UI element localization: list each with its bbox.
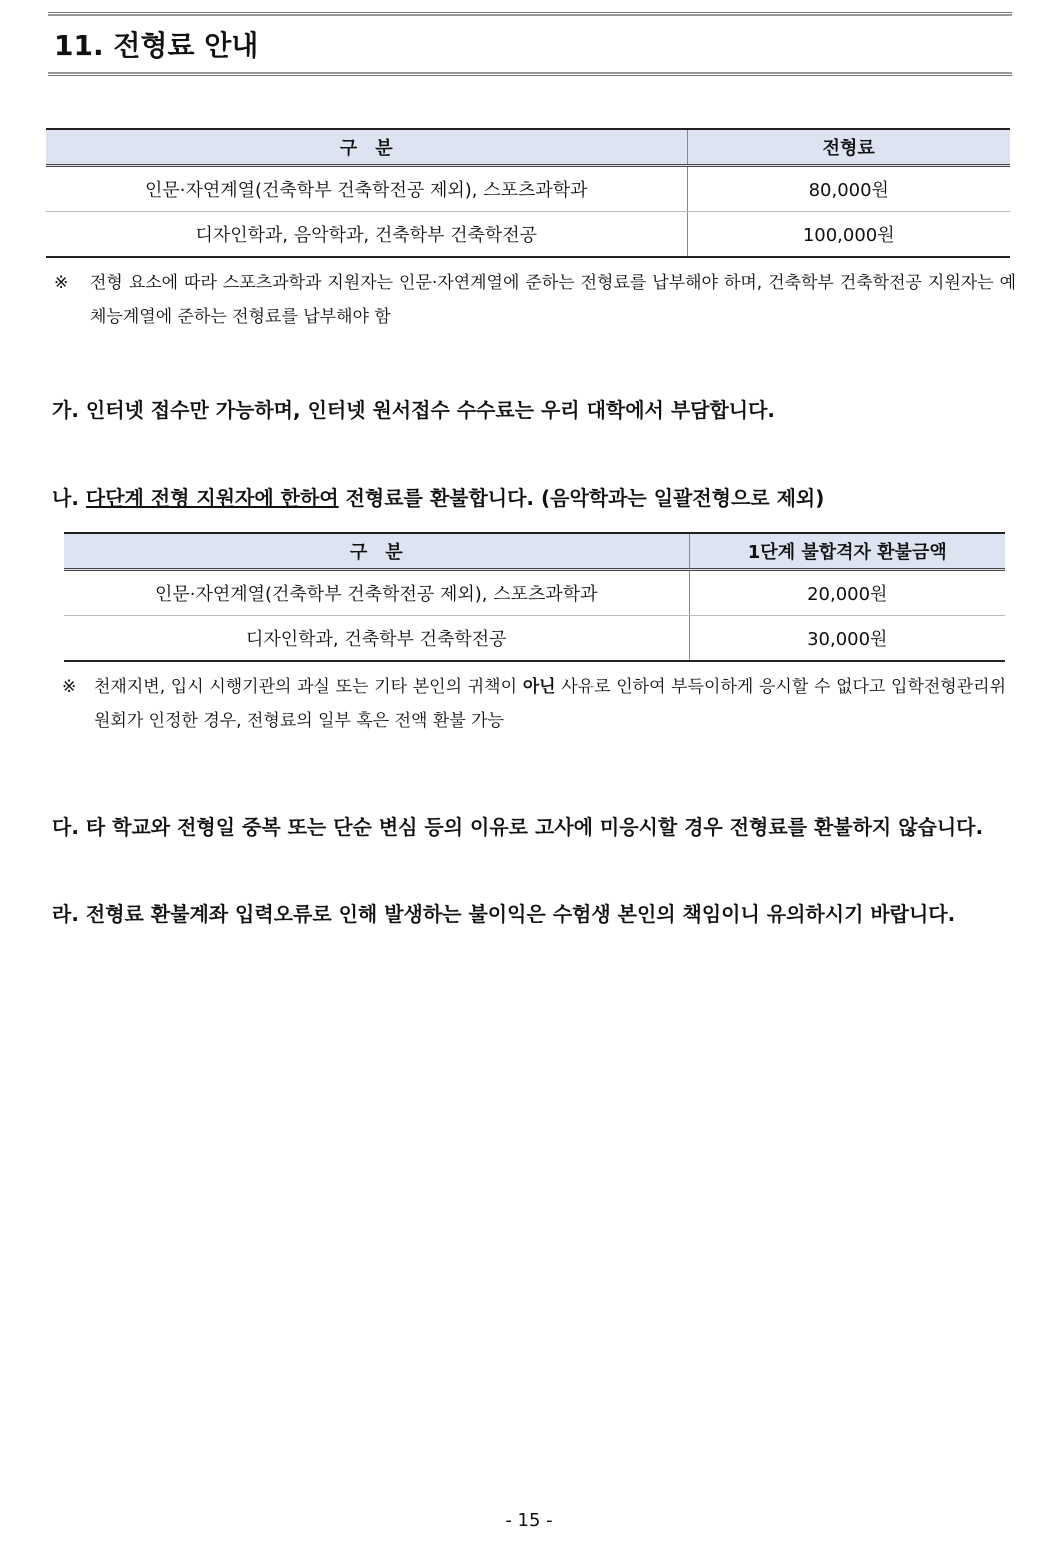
refund-table-header-amount: 1단계 불합격자 환불금액 (689, 533, 1005, 570)
fee-table-cell-fee: 80,000원 (687, 166, 1010, 212)
refund-table-cell-category: 인문·자연계열(건축학부 건축학전공 제외), 스포츠과학과 (64, 570, 689, 616)
item-da: 다. 타 학교와 전형일 중복 또는 단순 변심 등의 이유로 고사에 미응시할 경우 전형료를 환불하지 않습니다. (52, 815, 984, 839)
item-ra: 라. 전형료 환불계좌 입력오류로 인해 발생하는 불이익은 수험생 본인의 책임이니 유의하시기 바랍니다. (52, 902, 956, 926)
fee-note (54, 266, 1016, 334)
fee-table-cell-category: 인문·자연계열(건축학부 건축학전공 제외), 스포츠과학과 (46, 166, 687, 212)
refund-table (64, 532, 1005, 662)
fee-table (46, 128, 1010, 258)
fee-table-header-category: 구 분 (46, 129, 687, 166)
item-na-prefix: 나. (52, 486, 86, 510)
refund-table-cell-category: 디자인학과, 건축학부 건축학전공 (64, 616, 689, 662)
table-row (64, 570, 1005, 616)
fee-table-cell-fee: 100,000원 (687, 212, 1010, 258)
refund-note-text-before: 천재지변, 입시 시행기관의 과실 또는 기타 본인의 귀책이 (94, 677, 523, 697)
refund-note-text-after: 사유로 인하여 부득이하게 응시할 수 없다고 입학전형관리위원회가 인정한 경우, 전형료의 일부 혹은 전액 환불 가능 (94, 677, 1006, 731)
fee-note-text: 전형 요소에 따라 스포츠과학과 지원자는 인문·자연계열에 준하는 전형료를 납부해야 하며, 건축학부 건축학전공 지원자는 예체능계열에 준하는 전형료를 납부해야 함 (90, 273, 1016, 327)
fee-table-header-fee: 전형료 (687, 129, 1010, 166)
item-na (52, 482, 824, 511)
refund-table-header-category: 구 분 (64, 533, 689, 570)
item-na-underlined: 다단계 전형 지원자에 한하여 (85, 486, 339, 510)
table-row (46, 212, 1010, 258)
fee-table-header-row (46, 129, 1010, 166)
item-ga: 가. 인터넷 접수만 가능하며, 인터넷 원서접수 수수료는 우리 대학에서 부담합니다. (52, 398, 776, 422)
table-row (46, 166, 1010, 212)
refund-table-header-row (64, 533, 1005, 570)
item-na-rest: 전형료를 환불합니다. (음악학과는 일괄전형으로 제외) (338, 486, 825, 510)
title-rule-bottom (48, 72, 1012, 76)
title-block (48, 12, 1012, 76)
refund-table-cell-amount: 30,000원 (689, 616, 1005, 662)
refund-note (62, 670, 1006, 738)
refund-table-cell-amount: 20,000원 (689, 570, 1005, 616)
page-number: - 15 - (505, 1510, 553, 1531)
page-title: 11. 전형료 안내 (54, 29, 259, 62)
table-row (64, 616, 1005, 662)
reference-mark: ※ (54, 273, 69, 293)
reference-mark: ※ (62, 677, 77, 697)
fee-table-cell-category: 디자인학과, 음악학과, 건축학부 건축학전공 (46, 212, 687, 258)
refund-note-bold: 아닌 (522, 677, 556, 697)
